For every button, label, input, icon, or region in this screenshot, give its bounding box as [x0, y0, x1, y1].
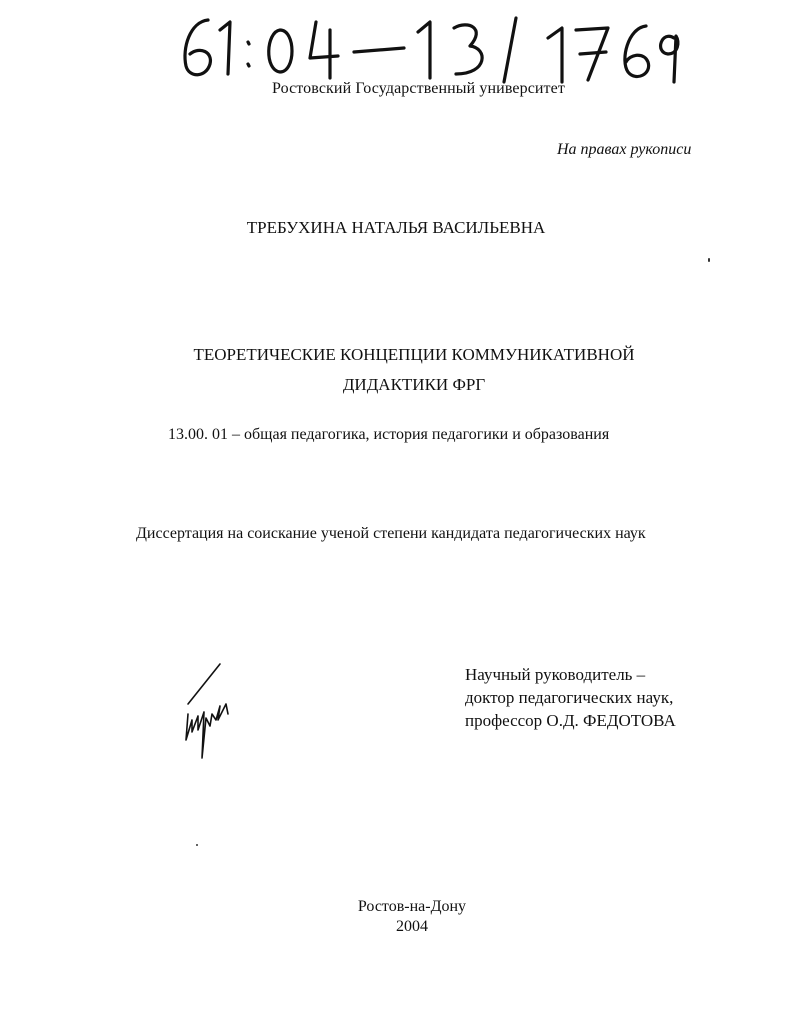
manuscript-rights-note: На правах рукописи	[557, 141, 692, 158]
city: Ростов-на-Дону	[357, 898, 467, 915]
dissertation-title-line-2: ДИДАКТИКИ ФРГ	[342, 375, 486, 394]
scientific-supervisor	[465, 663, 676, 732]
supervisor-line-3: профессор О.Д. ФЕДОТОВА	[465, 711, 676, 730]
supervisor-line-1: Научный руководитель –	[465, 665, 646, 684]
degree-statement: Диссертация на соискание ученой степени кандидата педагогических наук	[136, 525, 646, 542]
supervisor-line-2: доктор педагогических наук,	[465, 688, 674, 707]
scan-speck	[196, 844, 198, 846]
year: 2004	[396, 918, 428, 935]
author-name: ТРЕБУХИНА НАТАЛЬЯ ВАСИЛЬЕВНА	[246, 218, 546, 237]
university-name: Ростовский Государственный университет	[272, 80, 565, 97]
specialty-code: 13.00. 01 – общая педагогика, история педагогики и образования	[168, 426, 610, 443]
handwritten-archive-number	[168, 8, 688, 90]
scan-speck	[708, 258, 710, 262]
dissertation-title-line-1: ТЕОРЕТИЧЕСКИЕ КОНЦЕПЦИИ КОММУНИКАТИВНОЙ	[193, 345, 635, 364]
signature	[178, 660, 242, 762]
